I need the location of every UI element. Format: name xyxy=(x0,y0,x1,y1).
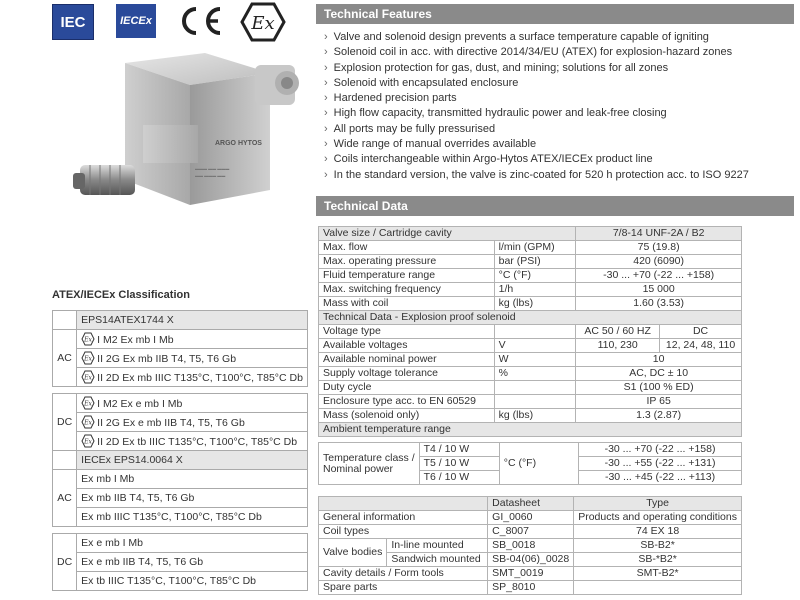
table-row xyxy=(319,339,742,353)
ce-mark-icon xyxy=(176,6,224,36)
svg-text:▬▬ ▬▬▬ ▬▬: ▬▬ ▬▬▬ ▬▬ xyxy=(195,173,226,178)
temp-class-label-line1: Temperature class / xyxy=(323,451,415,464)
param-cell: Max. operating pressure xyxy=(319,255,495,269)
table-row xyxy=(53,394,308,413)
temp-class-cell: T6 / 10 W xyxy=(419,471,499,485)
value-cell: 1.60 (3.53) xyxy=(576,297,742,311)
ex-hexagon-icon xyxy=(81,396,95,410)
temp-class-label xyxy=(319,443,420,485)
param-cell: Max. flow xyxy=(319,241,495,255)
param-cell: Mass with coil xyxy=(319,297,495,311)
feature-item: › Hardened precision parts xyxy=(324,91,794,106)
table-row xyxy=(319,423,742,437)
temp-class-cell: T4 / 10 W xyxy=(419,443,499,457)
type-cell: SMT-B2* xyxy=(574,567,742,581)
header-blank xyxy=(319,497,488,511)
table-row xyxy=(319,381,742,395)
table-row xyxy=(319,353,742,367)
solenoid-section-header: Technical Data - Explosion proof solenoid xyxy=(319,311,742,325)
param-cell: In-line mounted xyxy=(387,539,488,553)
svg-text:▬▬▬ ▬▬ ▬▬▬: ▬▬▬ ▬▬ ▬▬▬ xyxy=(195,166,230,171)
atex-cert-cell: EPS14ATEX1744 X xyxy=(77,311,308,330)
value-cell: 110, 230 xyxy=(576,339,660,353)
unit-cell: W xyxy=(494,353,576,367)
unit-cell: V xyxy=(494,339,576,353)
unit-cell: °C (°F) xyxy=(499,443,578,485)
class-cell xyxy=(77,330,308,349)
table-row xyxy=(319,255,742,269)
class-cell: Ex mb I Mb xyxy=(77,470,308,489)
unit-cell: 1/h xyxy=(494,283,576,297)
value-cell: 1.3 (2.87) xyxy=(576,409,742,423)
iecex-logo-text: IECEx xyxy=(120,15,152,27)
dc-label: DC xyxy=(53,534,77,591)
table-row xyxy=(53,534,308,553)
table-row xyxy=(319,409,742,423)
table-row xyxy=(53,311,308,330)
datasheet-table xyxy=(318,496,742,595)
param-cell: Available nominal power xyxy=(319,353,495,367)
param-cell: Sandwich mounted xyxy=(387,553,488,567)
class-cell xyxy=(77,432,308,451)
value-cell: -30 ... +70 (-22 ... +158) xyxy=(576,269,742,283)
class-text: II 2G Ex mb IIB T4, T5, T6 Gb xyxy=(97,352,237,365)
param-cell: Fluid temperature range xyxy=(319,269,495,283)
table-row xyxy=(53,432,308,451)
value-cell: AC, DC ± 10 xyxy=(576,367,742,381)
class-text: II 2D Ex tb IIIC T135°C, T100°C, T85°C Db xyxy=(97,435,298,448)
product-brand-label: ARGO HYTOS xyxy=(215,140,262,147)
technical-data-table xyxy=(318,226,742,437)
table-row xyxy=(53,572,308,591)
iecex-logo xyxy=(116,4,156,38)
table-row xyxy=(53,470,308,489)
features-list xyxy=(324,30,794,183)
class-cell xyxy=(77,368,308,387)
unit-cell: % xyxy=(494,367,576,381)
param-cell: Cavity details / Form tools xyxy=(319,567,488,581)
technical-features-header: Technical Features xyxy=(316,4,794,24)
feature-item: › Coils interchangeable within Argo-Hytos ATEX/IECEx product line xyxy=(324,152,794,167)
datasheet-cell: SP_8010 xyxy=(488,581,574,595)
table-row xyxy=(319,367,742,381)
valve-size-label: Valve size / Cartridge cavity xyxy=(319,227,576,241)
value-cell: -30 ... +45 (-22 ... +113) xyxy=(579,471,742,485)
value-cell: S1 (100 % ED) xyxy=(576,381,742,395)
feature-item: › In the standard version, the valve is zinc-coated for 520 h protection acc. to ISO 9227 xyxy=(324,168,794,183)
value-cell: 10 xyxy=(576,353,742,367)
ex-hexagon-icon xyxy=(81,415,95,429)
class-text: I M2 Ex e mb I Mb xyxy=(97,397,183,410)
class-text: II 2G Ex e mb IIB T4, T5, T6 Gb xyxy=(97,416,245,429)
param-cell: Mass (solenoid only) xyxy=(319,409,495,423)
table-row xyxy=(319,567,742,581)
param-cell: Duty cycle xyxy=(319,381,495,395)
feature-item: › Wide range of manual overrides available xyxy=(324,137,794,152)
class-text: II 2D Ex mb IIIC T135°C, T100°C, T85°C Db xyxy=(97,371,303,384)
table-row xyxy=(319,297,742,311)
datasheet-cell: SB-04(06)_0028 xyxy=(488,553,574,567)
feature-item: › Valve and solenoid design prevents a surface temperature capable of igniting xyxy=(324,30,794,45)
class-cell xyxy=(77,394,308,413)
class-cell: Ex mb IIIC T135°C, T100°C, T85°C Db xyxy=(77,508,308,527)
feature-item: › Solenoid coil in acc. with directive 2014/34/EU (ATEX) for explosion-hazard zones xyxy=(324,45,794,60)
value-cell: 15 000 xyxy=(576,283,742,297)
table-row xyxy=(53,349,308,368)
table-row xyxy=(53,451,308,470)
param-cell: Supply voltage tolerance xyxy=(319,367,495,381)
class-cell: Ex mb IIB T4, T5, T6 Gb xyxy=(77,489,308,508)
table-row xyxy=(319,511,742,525)
type-cell: 74 EX 18 xyxy=(574,525,742,539)
table-row xyxy=(319,241,742,255)
datasheet-cell: GI_0060 xyxy=(488,511,574,525)
dc-label: DC xyxy=(53,394,77,451)
table-row xyxy=(53,508,308,527)
param-cell: Available voltages xyxy=(319,339,495,353)
param-cell: General information xyxy=(319,511,488,525)
unit-cell: kg (lbs) xyxy=(494,297,576,311)
value-cell: AC 50 / 60 HZ xyxy=(576,325,660,339)
table-row xyxy=(319,325,742,339)
table-row xyxy=(319,443,742,457)
table-row xyxy=(319,497,742,511)
iec-logo xyxy=(52,4,94,40)
value-cell: DC xyxy=(660,325,742,339)
valve-size-value: 7/8-14 UNF-2A / B2 xyxy=(576,227,742,241)
unit-cell xyxy=(494,381,576,395)
value-cell: -30 ... +70 (-22 ... +158) xyxy=(579,443,742,457)
feature-item: › Explosion protection for gas, dust, and mining; solutions for all zones xyxy=(324,61,794,76)
unit-cell xyxy=(494,395,576,409)
valve-product-image xyxy=(65,45,315,215)
datasheet-cell: SB_0018 xyxy=(488,539,574,553)
class-text: I M2 Ex mb I Mb xyxy=(97,333,174,346)
column-header-type: Type xyxy=(574,497,742,511)
svg-text:Ex: Ex xyxy=(84,336,93,343)
value-cell: -30 ... +55 (-22 ... +131) xyxy=(579,457,742,471)
param-cell: Max. switching frequency xyxy=(319,283,495,297)
class-cell: Ex e mb IIB T4, T5, T6 Gb xyxy=(77,553,308,572)
param-cell: Voltage type xyxy=(319,325,495,339)
class-cell: Ex e mb I Mb xyxy=(77,534,308,553)
table-row xyxy=(319,395,742,409)
classification-table xyxy=(52,310,308,591)
feature-item: › Solenoid with encapsulated enclosure xyxy=(324,76,794,91)
type-cell: SB-*B2* xyxy=(574,553,742,567)
iec-logo-text: IEC xyxy=(60,13,86,31)
svg-text:Ex: Ex xyxy=(84,419,93,426)
iecex-cert-cell: IECEx EPS14.0064 X xyxy=(77,451,308,470)
temperature-class-table xyxy=(318,442,742,485)
class-cell xyxy=(77,349,308,368)
classification-title: ATEX/IECEx Classification xyxy=(52,289,190,301)
table-row xyxy=(319,539,742,553)
ex-hexagon-icon xyxy=(81,434,95,448)
svg-text:Ex: Ex xyxy=(84,355,93,362)
param-cell: Coil types xyxy=(319,525,488,539)
table-row xyxy=(319,283,742,297)
class-cell xyxy=(77,413,308,432)
column-header-datasheet: Datasheet xyxy=(488,497,574,511)
feature-item: › High flow capacity, transmitted hydraulic power and leak-free closing xyxy=(324,106,794,121)
table-row xyxy=(53,489,308,508)
svg-text:Ex: Ex xyxy=(84,438,93,445)
type-cell: SB-B2* xyxy=(574,539,742,553)
unit-cell: l/min (GPM) xyxy=(494,241,576,255)
ex-hexagon-icon xyxy=(81,332,95,346)
table-row xyxy=(53,527,308,534)
table-row xyxy=(53,413,308,432)
type-cell xyxy=(574,581,742,595)
table-row xyxy=(319,227,742,241)
datasheet-cell: SMT_0019 xyxy=(488,567,574,581)
table-row xyxy=(53,387,308,394)
table-row xyxy=(319,311,742,325)
table-row xyxy=(319,581,742,595)
ex-hexagon-icon xyxy=(81,351,95,365)
type-cell: Products and operating conditions xyxy=(574,511,742,525)
class-cell: Ex tb IIIC T135°C, T100°C, T85°C Db xyxy=(77,572,308,591)
valve-bodies-label: Valve bodies xyxy=(319,539,387,567)
value-cell: 420 (6090) xyxy=(576,255,742,269)
ac-label: AC xyxy=(53,470,77,527)
temp-class-cell: T5 / 10 W xyxy=(419,457,499,471)
svg-text:Ex: Ex xyxy=(84,374,93,381)
table-row xyxy=(53,368,308,387)
table-row xyxy=(53,553,308,572)
temp-class-label-line2: Nominal power xyxy=(323,462,394,475)
param-cell: Spare parts xyxy=(319,581,488,595)
table-row xyxy=(319,269,742,283)
ex-hexagon-icon xyxy=(240,2,286,42)
unit-cell: bar (PSI) xyxy=(494,255,576,269)
technical-data-header: Technical Data xyxy=(316,196,794,216)
unit-cell xyxy=(494,325,576,339)
value-cell: 12, 24, 48, 110 xyxy=(660,339,742,353)
param-cell: Enclosure type acc. to EN 60529 xyxy=(319,395,495,409)
unit-cell: °C (°F) xyxy=(494,269,576,283)
value-cell: 75 (19.8) xyxy=(576,241,742,255)
table-row xyxy=(53,330,308,349)
ex-hexagon-icon xyxy=(81,370,95,384)
feature-item: › All ports may be fully pressurised xyxy=(324,122,794,137)
svg-text:Ex: Ex xyxy=(251,13,275,34)
value-cell: IP 65 xyxy=(576,395,742,409)
datasheet-cell: C_8007 xyxy=(488,525,574,539)
table-row xyxy=(319,525,742,539)
ambient-section-header: Ambient temperature range xyxy=(319,423,742,437)
ac-label: AC xyxy=(53,330,77,387)
svg-text:Ex: Ex xyxy=(84,400,93,407)
unit-cell: kg (lbs) xyxy=(494,409,576,423)
